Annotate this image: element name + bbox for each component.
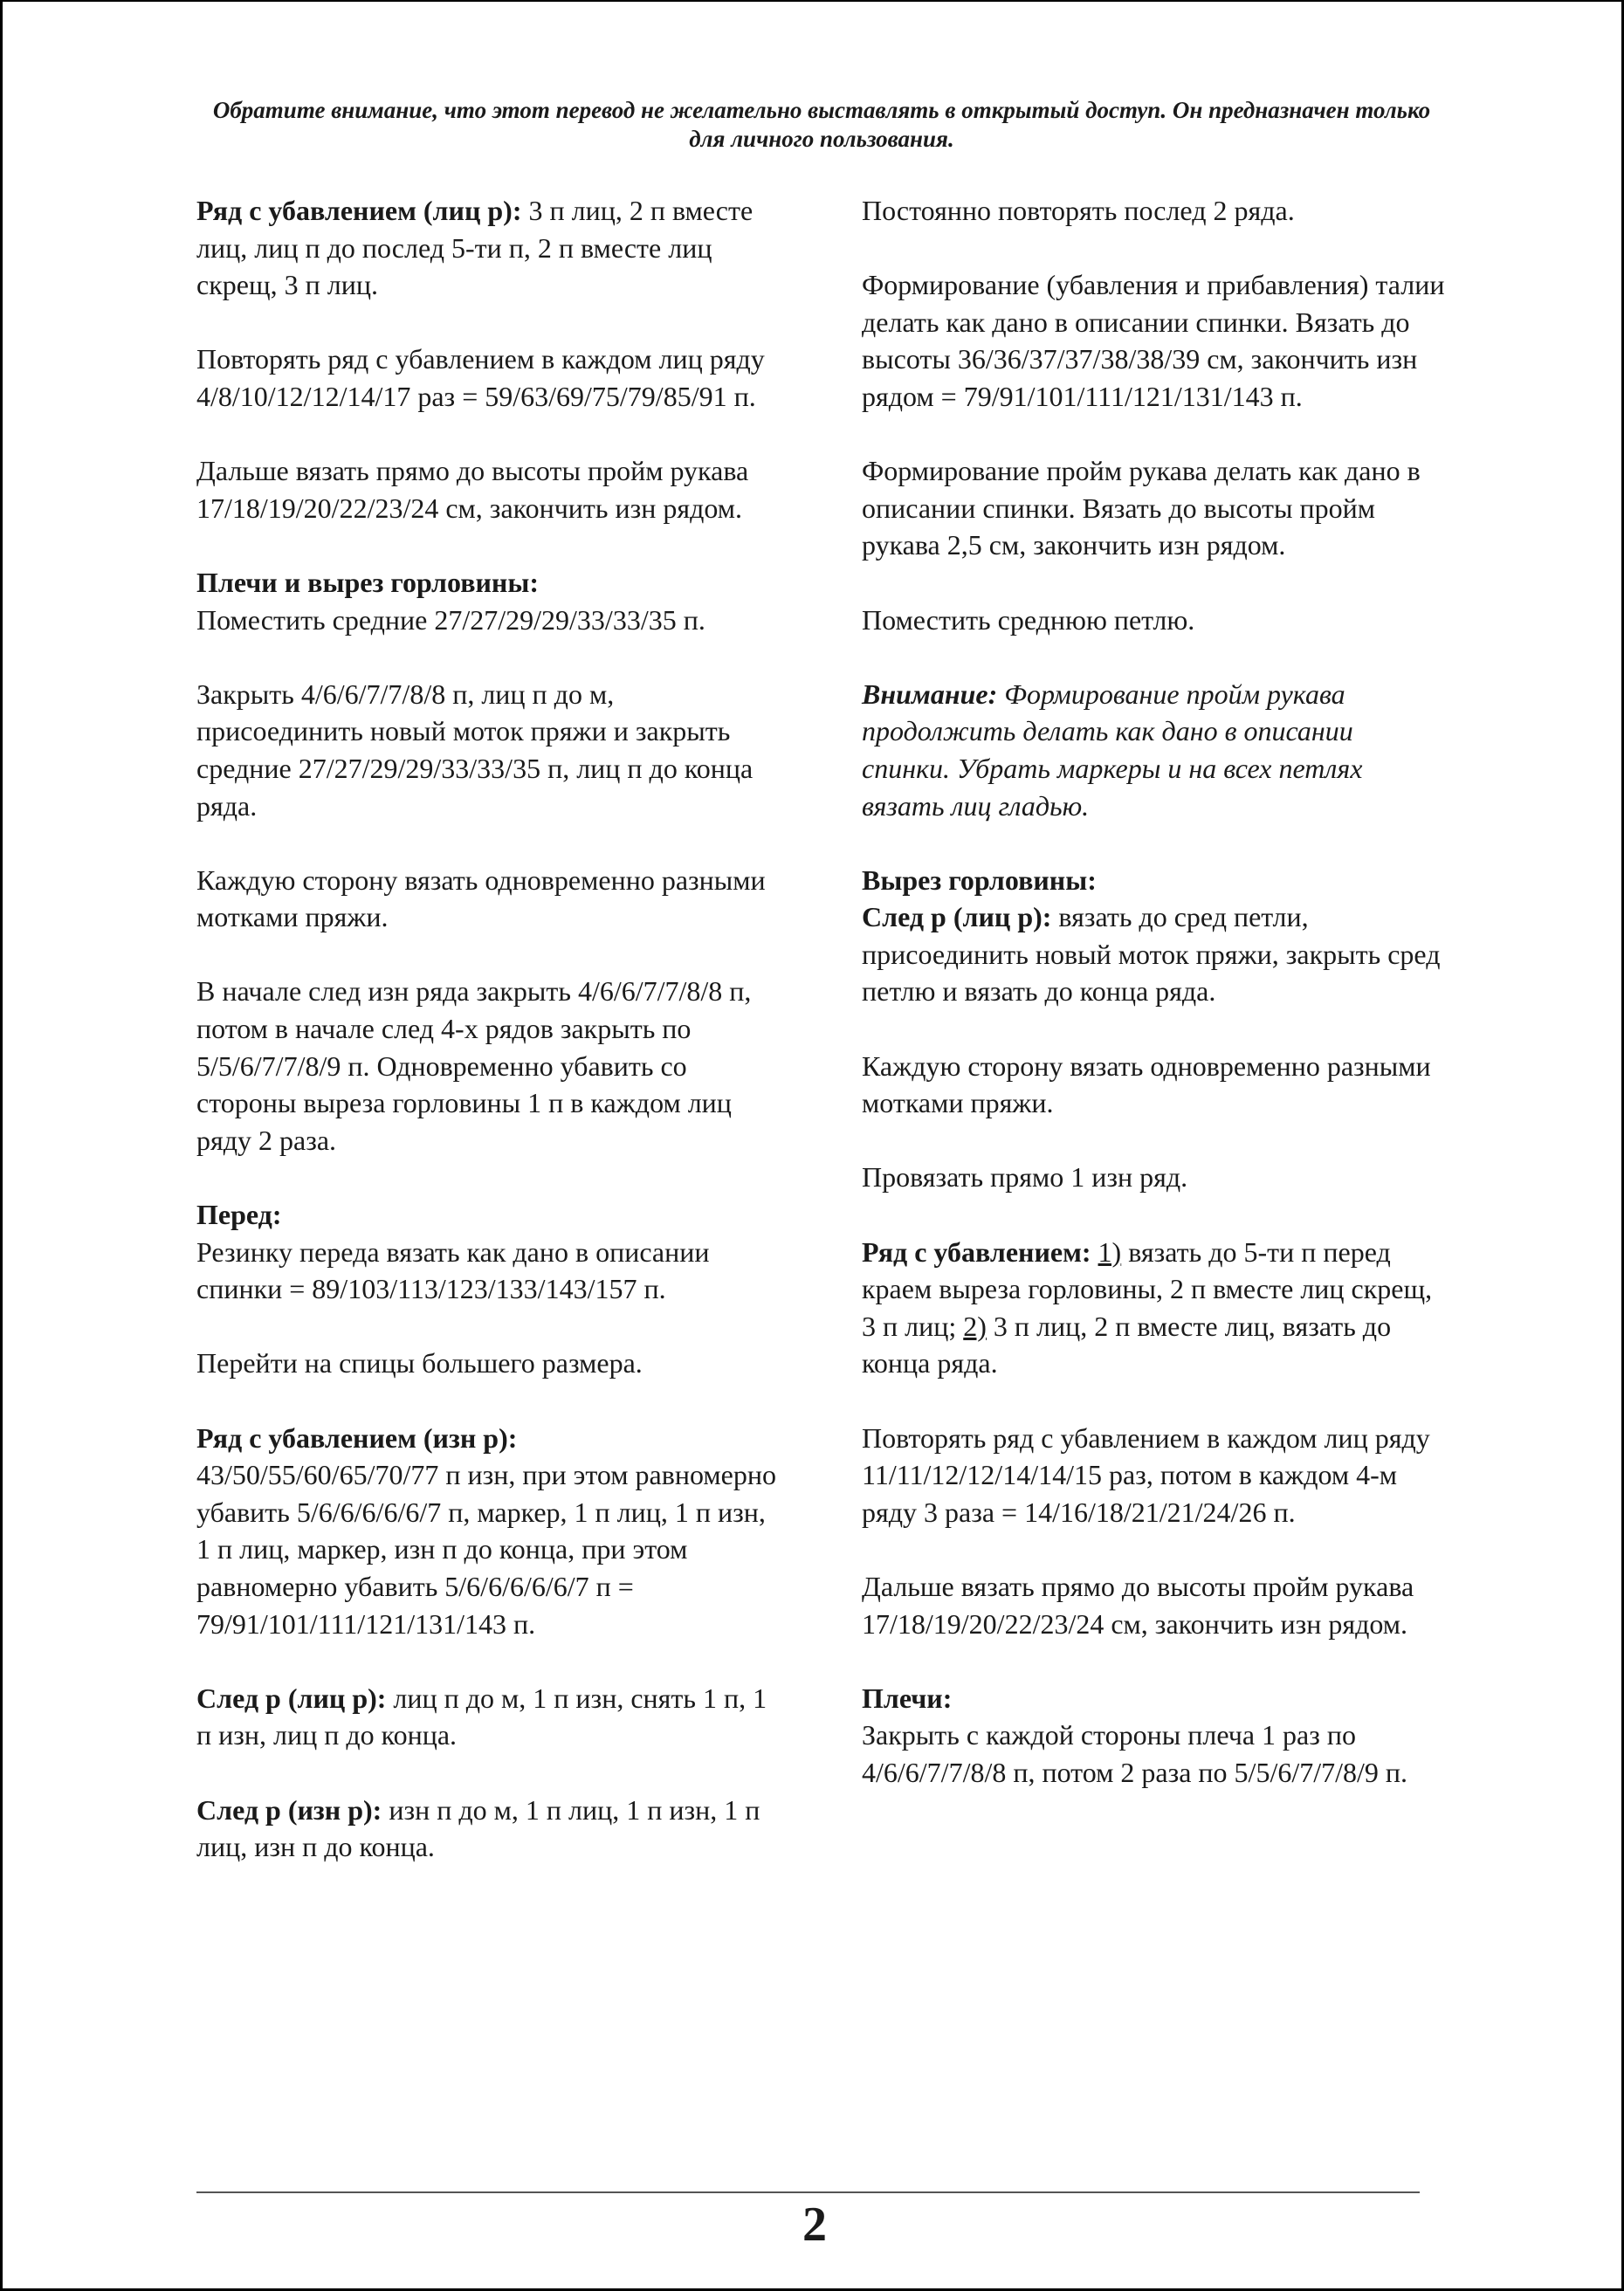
paragraph-change-needles: Перейти на спицы большего размера.: [196, 1347, 643, 1379]
paragraph-shoulder-bind-off: В начале след изн ряда закрыть 4/6/6/7/7/8/8 п, потом в начале след 4-х рядов закрыть по 5/5/6/7/7/8/9 п. Одновременно убавить со стороны выреза горловины 1 п в каждом лиц ряду 2 раза.: [196, 975, 752, 1156]
paragraph-straight-to-armhole: Дальше вязать прямо до высоты пройм рукава 17/18/19/20/22/23/24 см, закончить изн рядом.: [196, 455, 749, 524]
privacy-notice: Обратите внимание, что этот перевод не желательно выставлять в открытый доступ. Он предназначен только для личного пользования.: [212, 97, 1431, 152]
left-column: [196, 192, 781, 1902]
page-number: 2: [802, 2198, 827, 2252]
paragraph-next-row-knit: След р (лиц р): лиц п до м, 1 п изн, снять 1 п, 1 п изн, лиц п до конца.: [196, 1682, 767, 1751]
footer-divider: [196, 2191, 1420, 2193]
paragraph-straight-to-armhole-right: Дальше вязать прямо до высоты пройм рукава 17/18/19/20/22/23/24 см, закончить изн рядом.: [862, 1570, 1414, 1640]
paragraph-neck-decrease-row: Ряд с убавлением: 1) вязать до 5-ти п перед краем выреза горловины, 2 п вместе лиц скрещ, 3 п лиц; 2) 3 п лиц, 2 п вместе лиц, вязать до конца ряда.: [862, 1235, 1433, 1379]
heading-shoulders-neckline: Плечи и вырез горловины:: [196, 566, 539, 598]
label-decrease-row-knit: Ряд с убавлением (лиц р):: [196, 195, 522, 226]
paragraph-repeat-decrease: Повторять ряд с убавлением в каждом лиц ряду 4/8/10/12/12/14/17 раз = 59/63/69/75/79/85/91 п.: [196, 343, 765, 412]
paragraph-next-row-neckline: След р (лиц р): вязать до сред петли, присоединить новый моток пряжи, закрыть сред петлю и вязать до конца ряда.: [862, 901, 1441, 1008]
paragraph-repeat-neck-decrease: Повторять ряд с убавлением в каждом лиц ряду 11/11/12/12/14/14/15 раз, потом в каждом 4-м ряду 3 раза = 14/16/18/21/21/24/26 п.: [862, 1421, 1430, 1528]
heading-front: Перед:: [196, 1199, 282, 1231]
heading-neckline: Вырез горловины:: [862, 863, 1097, 896]
paragraph-place-middle-stitch: Поместить среднюю петлю.: [862, 603, 1195, 636]
paragraph-next-row-purl: След р (изн р): изн п до м, 1 п лиц, 1 п изн, 1 п лиц, изн п до конца.: [196, 1793, 760, 1863]
heading-decrease-row-purl: Ряд с убавлением (изн р):: [196, 1421, 518, 1454]
paragraph-one-purl-row: Провязать прямо 1 изн ряд.: [862, 1161, 1188, 1194]
paragraph-armhole-shaping: Формирование пройм рукава делать как дано в описании спинки. Вязать до высоты пройм рукава 2,5 см, закончить изн рядом.: [862, 455, 1421, 561]
paragraph-front-ribbing: Резинку переда вязать как дано в описании спинки = 89/103/113/123/133/143/157 п.: [196, 1235, 710, 1305]
paragraph-place-middle-stitches: Поместить средние 27/27/29/29/33/33/35 п.: [196, 603, 705, 636]
paragraph-each-side-separately-right: Каждую сторону вязать одновременно разными мотками пряжи.: [862, 1049, 1431, 1119]
heading-shoulders: Плечи:: [862, 1682, 953, 1714]
paragraph-repeat-last-rows: Постоянно повторять послед 2 ряда.: [862, 195, 1295, 226]
paragraph-each-side-separately: Каждую сторону вязать одновременно разными мотками пряжи.: [196, 863, 766, 933]
paragraph-waist-shaping: Формирование (убавления и прибавления) талии делать как дано в описании спинки. Вязать до высоты 36/36/37/37/38/38/39 см, закончить изн рядом = 79/91/101/111/121/131/143 п.: [862, 269, 1445, 412]
right-column: [862, 192, 1447, 1828]
paragraph-bind-off-middle: Закрыть 4/6/6/7/7/8/8 п, лиц п до м, присоединить новый моток пряжи и закрыть средние 27/27/29/29/33/33/35 п, лиц п до конца ряда.: [196, 678, 754, 822]
paragraph-attention-note: Внимание: Формирование пройм рукава продолжить делать как дано в описании спинки. Убрать маркеры и на всех петлях вязать лиц гладью.: [862, 678, 1363, 822]
paragraph-decrease-row-knit: Ряд с убавлением (лиц р): 3 п лиц, 2 п вместе лиц, лиц п до послед 5-ти п, 2 п вместе лиц скрещ, 3 п лиц.: [196, 195, 754, 301]
paragraph-purl-decrease-details: 43/50/55/60/65/70/77 п изн, при этом равномерно убавить 5/6/6/6/6/6/7 п, маркер, 1 п лиц, 1 п изн, 1 п лиц, маркер, изн п до конца, при этом равномерно убавить 5/6/6/6/6/6/7 п = 79/91/101/111/121/131/143 п.: [196, 1459, 776, 1640]
paragraph-shoulder-bind-off-right: Закрыть с каждой стороны плеча 1 раз по 4/6/6/7/7/8/8 п, потом 2 раза по 5/5/6/7/7/8/9 п.: [862, 1719, 1408, 1788]
